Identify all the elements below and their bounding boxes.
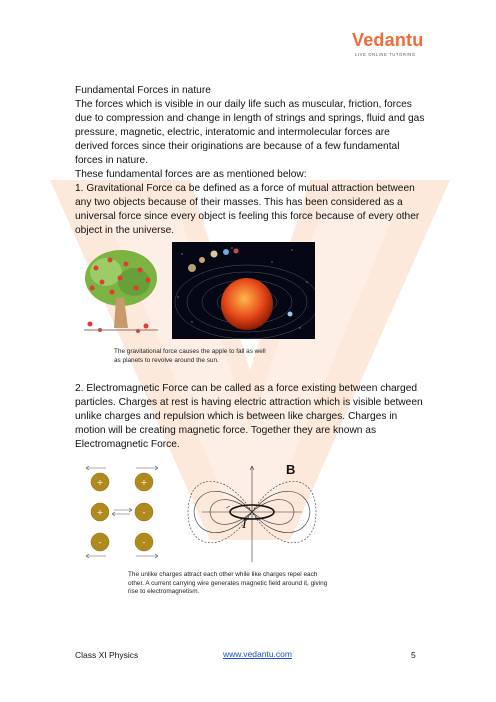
logo-tagline: LIVE ONLINE TUTORING <box>355 52 416 57</box>
page-number: 5 <box>411 650 416 660</box>
vedantu-logo <box>352 30 432 64</box>
intro-paragraph <box>75 98 425 238</box>
paragraph-gravitational-force: 1. Gravitational Force ca be defined as a force of mutual attraction between any two objects because of their masses. This has been considered as a universal force since every object is feeling this force because of every other object in the universe. <box>75 183 420 236</box>
footer-subject: Class XI Physics <box>75 650 139 660</box>
charges-diagram <box>82 462 162 562</box>
section-heading: Fundamental Forces in nature <box>75 85 211 96</box>
sun <box>221 278 273 330</box>
footer-website-link[interactable]: www.vedantu.com <box>223 649 292 659</box>
figure2-caption: The unlike charges attract each other while like charges repel each other. A current carrying wire generates magnetic field around it, giving rise to electromagnetism. <box>128 571 328 595</box>
svg-text:+: + <box>140 478 148 487</box>
apple-tree-illustration <box>76 248 166 334</box>
paragraph-list-intro: These fundamental forces are as mentioned below: <box>75 169 307 180</box>
svg-text:-: - <box>98 538 102 547</box>
svg-text:+: + <box>96 508 104 517</box>
svg-text:-: - <box>142 538 146 547</box>
solar-system-image <box>172 242 315 339</box>
logo-wordmark: Vedantu <box>352 30 424 50</box>
figure1-caption: The gravitational force causes the apple to fall as well as planets to revolve around the sun. <box>114 348 266 364</box>
svg-text:+: + <box>96 478 104 487</box>
svg-text:-: - <box>142 508 146 517</box>
field-label-b: B <box>286 462 296 477</box>
paragraph-derived-forces: The forces which is visible in our daily life such as muscular, friction, forces due to compression and change in length of strings and springs, fluid and gas pressure, magnetic, electric, interatomic and intermolecular forces are derived forces since their originations are because of a few fundamental forces in nature. <box>75 99 425 166</box>
current-label-i: I <box>242 517 247 532</box>
magnetic-field-diagram <box>186 462 318 566</box>
paragraph-electromagnetic-force: 2. Electromagnetic Force can be called as a force existing between charged particles. Charges at rest is having electric attraction which is visible between unlike charges and repulsion which is between like charges. Charges in motion will be creating magnetic force. Together they are known as Electromagnetic Force. <box>75 383 423 450</box>
